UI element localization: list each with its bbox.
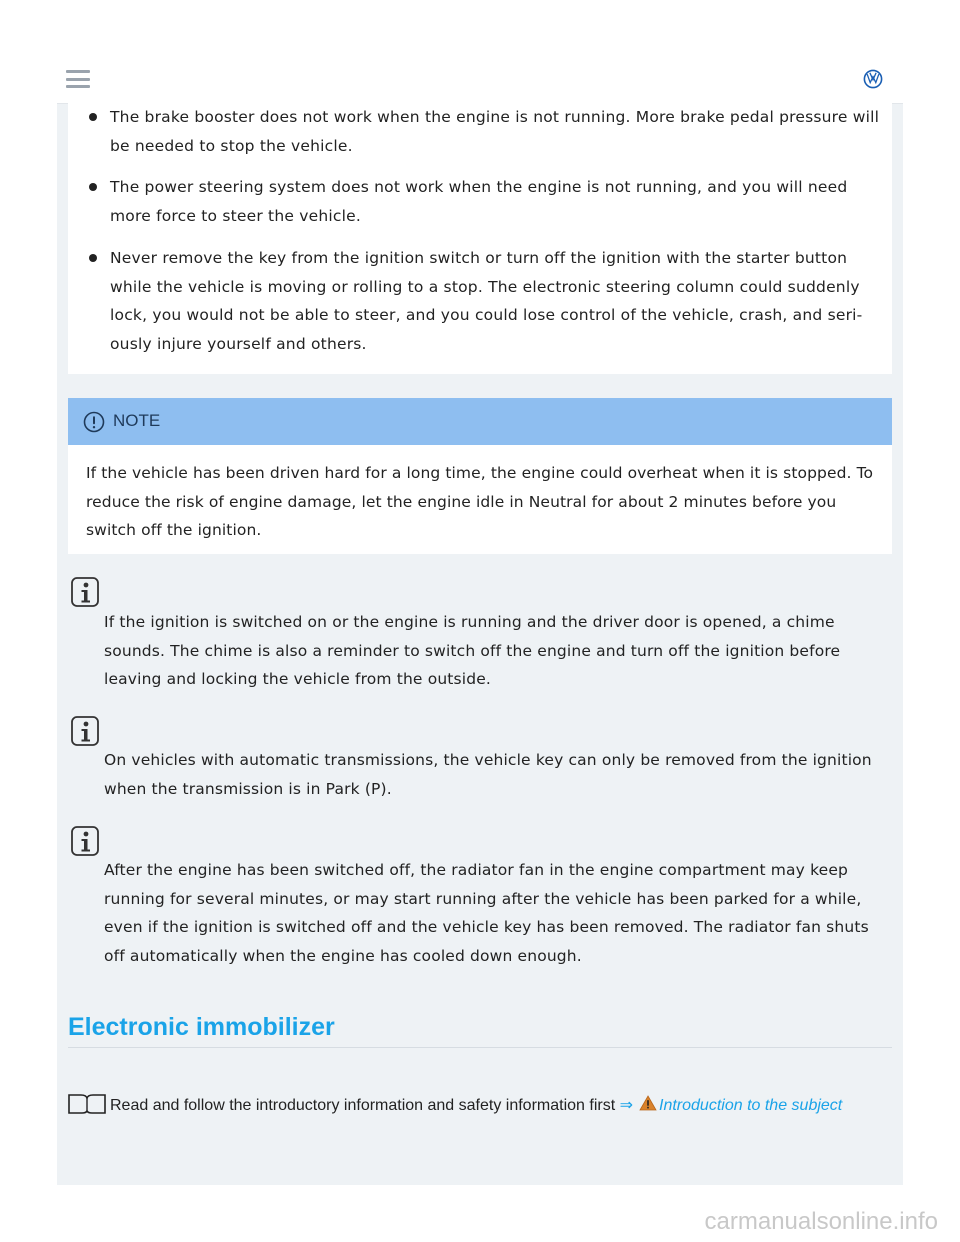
warning-bullet-text: Never remove the key from the ignition switch or turn off the ignition with the starter button while the vehicle is moving or rolling to a stop. The electronic steering column could suddenly lock, you would not be able to steer, and you could lose control of the vehicle, crash, and seri-ously injure yourself and others. xyxy=(110,249,863,353)
info-icon xyxy=(71,826,99,856)
note-text: If the vehicle has been driven hard for a long time, the engine could overheat when it is stopped. To reduce the risk of engine damage, let the engine idle in Neutral for about 2 minutes before you switch off the ignition. xyxy=(86,464,874,539)
note-title: NOTE xyxy=(113,411,161,430)
watermark: carmanualsonline.info xyxy=(704,1208,938,1235)
section-title: Electronic immobilizer xyxy=(68,1013,335,1041)
warning-bullet xyxy=(110,103,880,160)
warning-bullets-panel xyxy=(68,103,892,374)
warning-bullet xyxy=(110,244,880,358)
warning-bullet-text: The brake booster does not work when the engine is not running. More brake pedal pressure will be needed to stop the vehicle. xyxy=(110,108,880,155)
intro-text: Read and follow the introductory information and safety information first xyxy=(110,1097,616,1114)
open-book-icon xyxy=(68,1092,106,1114)
warning-bullet xyxy=(110,173,880,230)
top-bar xyxy=(57,55,903,104)
note-header xyxy=(68,398,892,445)
info-icon xyxy=(71,716,99,746)
note-body xyxy=(68,445,892,554)
info-text: After the engine has been switched off, the radiator fan in the engine compartment may keep running for several minutes, or may start running after the vehicle has been parked for a while, even if the ignition is switched off and the vehicle key has been removed. The radiator fan shuts off automatically when the engine has cooled down enough. xyxy=(104,861,869,965)
exclamation-circle-icon xyxy=(83,411,105,433)
bullet-dot-icon xyxy=(89,183,97,191)
intro-paragraph xyxy=(68,1092,888,1120)
hamburger-menu-icon[interactable] xyxy=(66,70,90,88)
info-icon xyxy=(71,577,99,607)
warning-triangle-icon xyxy=(639,1095,657,1111)
link-arrow: ⇒ xyxy=(619,1097,634,1114)
bullet-dot-icon xyxy=(89,113,97,121)
section-divider xyxy=(68,1047,892,1048)
introduction-link[interactable]: Introduction to the subject xyxy=(659,1097,843,1114)
info-text: If the ignition is switched on or the engine is running and the driver door is opened, a chime sounds. The chime is also a reminder to switch off the engine and turn off the ignition before leaving and locking the vehicle from the outside. xyxy=(104,613,841,688)
warning-bullet-text: The power steering system does not work when the engine is not running, and you will need more force to steer the vehicle. xyxy=(110,178,848,225)
info-text: On vehicles with automatic transmissions, the vehicle key can only be removed from the ignition when the transmission is in Park (P). xyxy=(104,751,872,798)
vw-logo-icon[interactable] xyxy=(863,69,883,89)
bullet-dot-icon xyxy=(89,254,97,262)
